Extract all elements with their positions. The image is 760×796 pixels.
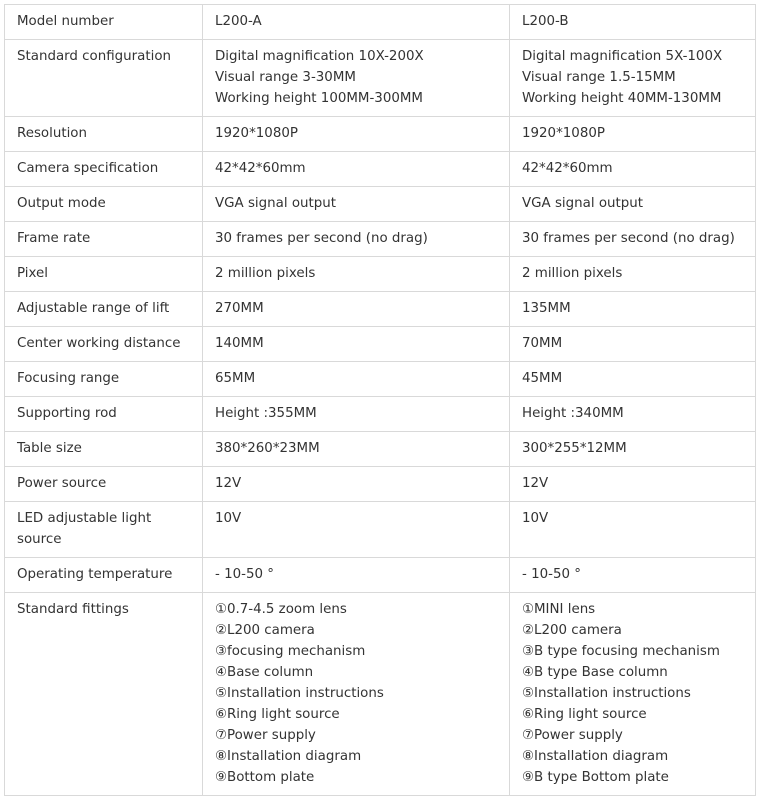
- cell-line: ②L200 camera: [522, 623, 622, 638]
- cell-line: ⑥Ring light source: [215, 707, 340, 722]
- table-row: [5, 117, 756, 152]
- cell-line: 42*42*60mm: [215, 161, 306, 176]
- cell-line: 12V: [215, 476, 242, 491]
- cell-line: 135MM: [522, 301, 571, 316]
- cell-line: 10V: [522, 511, 549, 526]
- cell-l200-b: [510, 593, 756, 796]
- row-label: Adjustable range of lift: [5, 292, 203, 327]
- table-row: [5, 362, 756, 397]
- row-label: Focusing range: [5, 362, 203, 397]
- cell-l200-a: [203, 432, 510, 467]
- cell-line: 65MM: [215, 371, 256, 386]
- cell-l200-b: [510, 257, 756, 292]
- cell-line: Height :355MM: [215, 406, 317, 421]
- cell-line: 30 frames per second (no drag): [215, 231, 428, 246]
- row-label: Operating temperature: [5, 558, 203, 593]
- cell-line: Digital magnification 10X-200X: [215, 49, 424, 64]
- row-label: Standard fittings: [5, 593, 203, 796]
- cell-line: 300*255*12MM: [522, 441, 627, 456]
- table-row: [5, 187, 756, 222]
- table-row: [5, 502, 756, 558]
- row-label: Camera specification: [5, 152, 203, 187]
- cell-line: ⑤Installation instructions: [215, 686, 384, 701]
- table-row: [5, 152, 756, 187]
- cell-l200-a: [203, 222, 510, 257]
- cell-line: ①MINI lens: [522, 602, 596, 617]
- cell-line: 1920*1080P: [215, 126, 298, 141]
- cell-l200-a: [203, 593, 510, 796]
- row-label: Supporting rod: [5, 397, 203, 432]
- row-label: Standard configuration: [5, 40, 203, 117]
- cell-line: ⑧Installation diagram: [522, 749, 669, 764]
- cell-line: VGA signal output: [215, 196, 336, 211]
- table-row: [5, 432, 756, 467]
- row-label: Resolution: [5, 117, 203, 152]
- cell-l200-b: [510, 222, 756, 257]
- row-label: Center working distance: [5, 327, 203, 362]
- table-row: [5, 327, 756, 362]
- table-row: [5, 467, 756, 502]
- cell-line: - 10-50 °: [522, 567, 581, 582]
- cell-line: 140MM: [215, 336, 264, 351]
- cell-line: 2 million pixels: [522, 266, 623, 281]
- cell-line: Visual range 3-30MM: [215, 70, 356, 85]
- cell-line: ⑧Installation diagram: [215, 749, 362, 764]
- cell-line: Visual range 1.5-15MM: [522, 70, 676, 85]
- cell-l200-a: [203, 187, 510, 222]
- table-row: [5, 292, 756, 327]
- cell-line: 30 frames per second (no drag): [522, 231, 735, 246]
- cell-l200-b: [510, 152, 756, 187]
- cell-line: ②L200 camera: [215, 623, 315, 638]
- spec-table-body: [5, 5, 756, 796]
- cell-l200-b: [510, 187, 756, 222]
- cell-line: ⑥Ring light source: [522, 707, 647, 722]
- cell-l200-b: [510, 362, 756, 397]
- cell-line: L200-B: [522, 14, 569, 29]
- cell-line: ①0.7-4.5 zoom lens: [215, 602, 347, 617]
- cell-l200-a: [203, 5, 510, 40]
- row-label: Output mode: [5, 187, 203, 222]
- cell-l200-b: [510, 5, 756, 40]
- cell-line: 2 million pixels: [215, 266, 316, 281]
- table-row: [5, 257, 756, 292]
- row-label: Pixel: [5, 257, 203, 292]
- cell-l200-b: [510, 432, 756, 467]
- cell-line: Working height 40MM-130MM: [522, 91, 722, 106]
- cell-l200-a: [203, 40, 510, 117]
- cell-l200-b: [510, 558, 756, 593]
- cell-line: ④Base column: [215, 665, 314, 680]
- cell-l200-a: [203, 467, 510, 502]
- cell-line: ③focusing mechanism: [215, 644, 366, 659]
- cell-line: Height :340MM: [522, 406, 624, 421]
- cell-l200-a: [203, 257, 510, 292]
- cell-l200-a: [203, 397, 510, 432]
- cell-l200-b: [510, 467, 756, 502]
- cell-line: ⑨B type Bottom plate: [522, 770, 669, 785]
- table-row: [5, 397, 756, 432]
- cell-line: 10V: [215, 511, 242, 526]
- row-label: LED adjustable light source: [5, 502, 203, 558]
- cell-line: 45MM: [522, 371, 563, 386]
- cell-line: - 10-50 °: [215, 567, 274, 582]
- cell-line: 42*42*60mm: [522, 161, 613, 176]
- row-label: Power source: [5, 467, 203, 502]
- table-row: [5, 5, 756, 40]
- cell-line: ④B type Base column: [522, 665, 668, 680]
- cell-line: 1920*1080P: [522, 126, 605, 141]
- cell-line: ⑨Bottom plate: [215, 770, 315, 785]
- cell-l200-a: [203, 327, 510, 362]
- cell-l200-a: [203, 152, 510, 187]
- cell-l200-b: [510, 502, 756, 558]
- table-row: [5, 222, 756, 257]
- cell-l200-a: [203, 502, 510, 558]
- row-label: Table size: [5, 432, 203, 467]
- cell-l200-b: [510, 292, 756, 327]
- cell-l200-a: [203, 117, 510, 152]
- cell-l200-b: [510, 117, 756, 152]
- cell-line: L200-A: [215, 14, 262, 29]
- row-label: Frame rate: [5, 222, 203, 257]
- cell-l200-a: [203, 362, 510, 397]
- table-row: [5, 40, 756, 117]
- cell-line: ⑤Installation instructions: [522, 686, 691, 701]
- cell-line: 270MM: [215, 301, 264, 316]
- cell-line: 12V: [522, 476, 549, 491]
- cell-l200-a: [203, 558, 510, 593]
- cell-l200-b: [510, 397, 756, 432]
- table-row: [5, 558, 756, 593]
- spec-table: [4, 4, 756, 796]
- cell-line: ⑦Power supply: [215, 728, 316, 743]
- cell-l200-b: [510, 40, 756, 117]
- cell-line: 380*260*23MM: [215, 441, 320, 456]
- cell-line: Working height 100MM-300MM: [215, 91, 423, 106]
- cell-line: 70MM: [522, 336, 563, 351]
- table-row: [5, 593, 756, 796]
- row-label: Model number: [5, 5, 203, 40]
- cell-l200-b: [510, 327, 756, 362]
- cell-line: VGA signal output: [522, 196, 643, 211]
- cell-line: ③B type focusing mechanism: [522, 644, 720, 659]
- cell-l200-a: [203, 292, 510, 327]
- cell-line: Digital magnification 5X-100X: [522, 49, 723, 64]
- cell-line: ⑦Power supply: [522, 728, 623, 743]
